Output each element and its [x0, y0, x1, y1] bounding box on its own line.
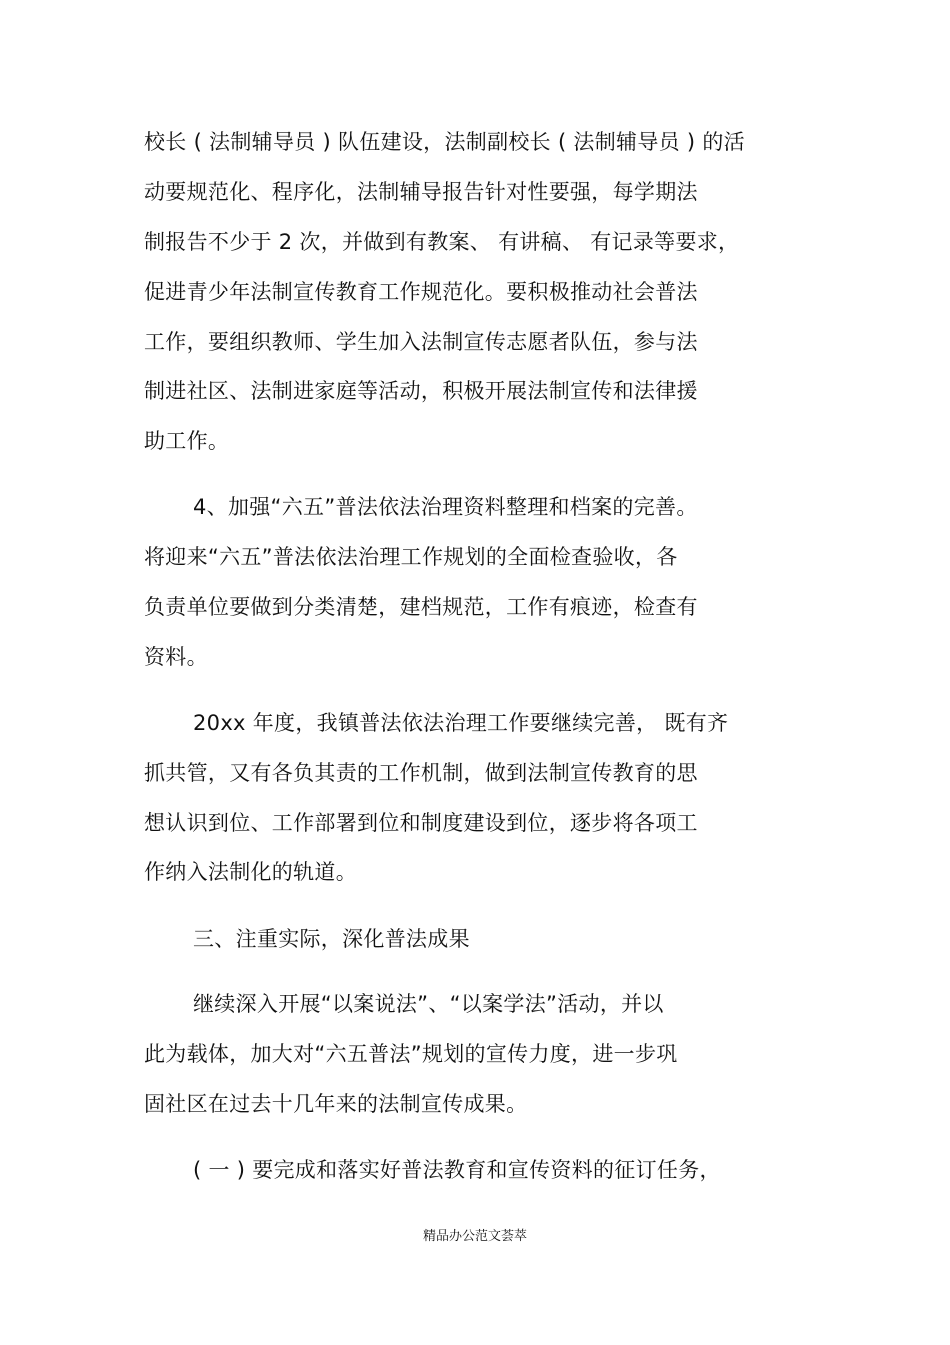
- text-line: 继续深入开展“以案说法”、“以案学法”活动，并以: [193, 992, 664, 1016]
- text-line: 动要规范化、程序化，法制辅导报告针对性要强，每学期法: [144, 180, 698, 204]
- text-line: 4、加强“六五”普法依法治理资料整理和档案的完善。: [193, 495, 698, 519]
- text-line: 20xx 年度，我镇普法依法治理工作要继续完善， 既有齐: [193, 711, 729, 735]
- text-line: 助工作。: [144, 429, 230, 453]
- text-line: 将迎来“六五”普法依法治理工作规划的全面检查验收，各: [144, 545, 678, 569]
- section-heading: 三、注重实际，深化普法成果: [193, 927, 470, 951]
- text-line: 校长 ( 法制辅导员 ) 队伍建设，法制副校长 ( 法制辅导员 ) 的活: [144, 130, 745, 154]
- text-line: 作纳入法制化的轨道。: [144, 860, 357, 884]
- text-line: 抓共管，又有各负其责的工作机制，做到法制宣传教育的思: [144, 761, 698, 785]
- text-line: 制进社区、法制进家庭等活动，积极开展法制宣传和法律援: [144, 379, 698, 403]
- text-line: 促进青少年法制宣传教育工作规范化。要积极推动社会普法: [144, 280, 698, 304]
- text-line: 想认识到位、工作部署到位和制度建设到位，逐步将各项工: [144, 811, 698, 835]
- text-line: 负责单位要做到分类清楚，建档规范，工作有痕迹，检查有: [144, 595, 698, 619]
- text-line: 资料。: [144, 645, 208, 669]
- page-footer: 精品办公范文荟萃: [422, 1229, 527, 1244]
- text-line: ( 一 ) 要完成和落实好普法教育和宣传资料的征订任务，: [193, 1158, 721, 1182]
- text-line: 制报告不少于 2 次，并做到有教案、 有讲稿、 有记录等要求，: [144, 230, 740, 254]
- text-line: 固社区在过去十几年来的法制宣传成果。: [144, 1092, 528, 1116]
- text-line: 此为载体，加大对“六五普法”规划的宣传力度，进一步巩: [144, 1042, 678, 1066]
- text-line: 工作，要组织教师、学生加入法制宣传志愿者队伍，参与法: [144, 330, 698, 354]
